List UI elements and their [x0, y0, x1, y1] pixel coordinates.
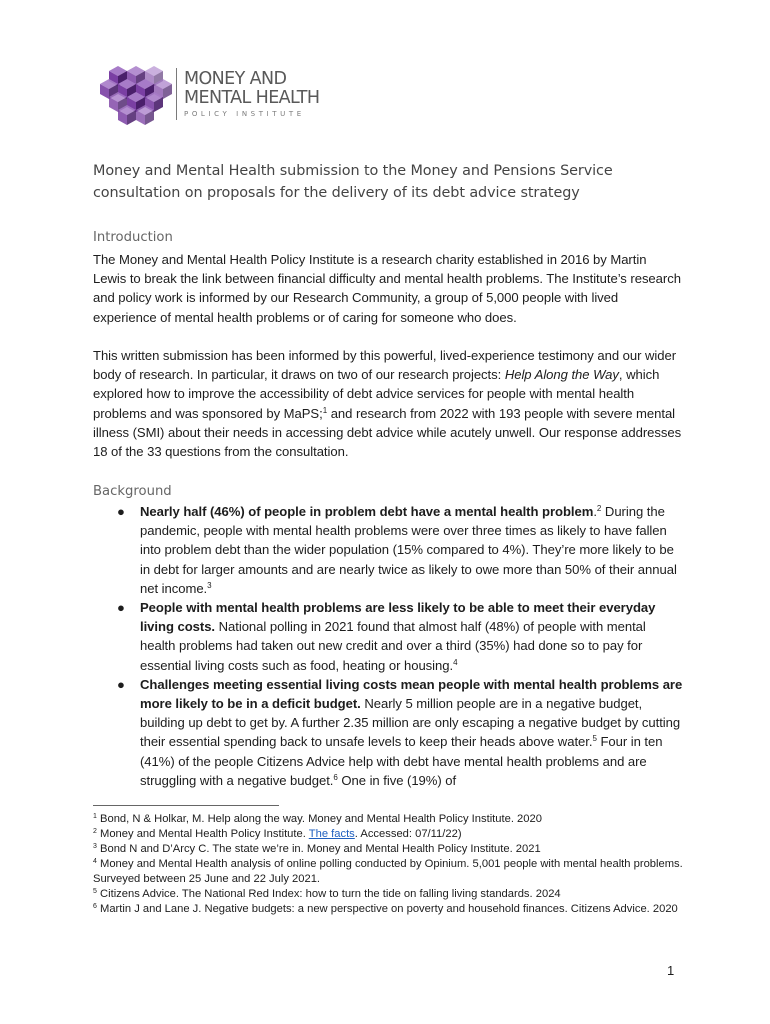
footnote-ref[interactable]: 1 [322, 405, 328, 415]
bullet-icon: ● [117, 676, 125, 692]
footnote-ref[interactable]: 4 [453, 657, 458, 667]
the-facts-link[interactable]: The facts [308, 828, 355, 840]
introduction-paragraph-1: The Money and Mental Health Policy Institute is a research charity established in 2016 by Martin Lewis to break the link between financial difficulty and mental health problems. The Institute’s research and policy work is informed by our Research Community, a group of 5,000 people with lived experience of mental health problems or of caring for someone who does. [93, 252, 681, 325]
footnote-2: $^2$ Money and Mental Health Policy Institute. The facts. Accessed: 07/11/22) [93, 828, 462, 840]
document-title: Money and Mental Health submission to the Money and Pensions Service consultation on proposals for the delivery of its debt advice strategy [93, 163, 613, 201]
list-item: ● Nearly half (46%) of people in problem debt have a mental health problem.$^2$ During the pandemic, people with mental health problems were over three times as likely to have fallen into problem debt than the wider population (15% compared to 4%). They’re more likely to be in debt for larger amounts and are nearly twice as likely to owe more than 50% of their annual net income.$^3$ [117, 504, 677, 596]
list-item: ● Challenges meeting essential living costs mean people with mental health problems are more likely to be in a deficit budget. Nearly 5 million people are in a negative budget, building up debt to get by. A further 2.35 million are only escaping a negative budget by cutting their essential spending back to unsafe levels to keep their heads above water.$^5$ Four in ten (41%) of the people Citizens Advice help with debt have mental health problems and are struggling with a negative budget.$^6$ One in five (19%) of [117, 676, 683, 788]
footnote-ref[interactable]: 2 [596, 504, 602, 513]
footnote-4: $^4$ Money and Mental Health analysis of online polling conducted by Opinium. 5,001 people with mental health problems. Surveyed between 25 June and 22 July 2021. [93, 858, 683, 885]
bullet-icon: ● [117, 600, 125, 616]
footnote-ref[interactable]: 3 [207, 580, 212, 590]
introduction-heading: Introduction [93, 230, 173, 245]
logo-wordmark [184, 70, 319, 118]
footnote-ref[interactable]: 6 [333, 772, 338, 782]
background-heading: Background [93, 484, 172, 499]
cube-logo-icon [100, 62, 172, 130]
logo [100, 62, 340, 132]
bullet-icon: ● [117, 504, 125, 519]
footnote-1: $^1$ Bond, N & Holkar, M. Help along the way. Money and Mental Health Policy Institute. 2020 [93, 813, 542, 825]
logo-divider [176, 68, 177, 120]
footnote-separator [93, 805, 279, 806]
logo-line-2: MENTAL HEALTH [184, 88, 320, 108]
introduction-paragraph-2: This written submission has been informed by this powerful, lived-experience testimony and our wider body of research. In particular, it draws on two of our research projects: Help Along the Way, which explored how to improve the accessibility of debt advice services for people with mental health problems and was sponsored by MaPS;$^1$ and research from 2022 with 193 people with severe mental illness (SMI) about their needs in accessing debt advice while acutely unwell. Our response addresses 18 of the 33 questions from the consultation. [93, 348, 682, 460]
logo-subtitle: POLICY INSTITUTE [184, 110, 305, 118]
page-number: 1 [667, 963, 675, 978]
footnote-5: $^5$ Citizens Advice. The National Red Index: how to turn the tide on falling living standards. 2024 [93, 888, 561, 900]
list-item: ● People with mental health problems are less likely to be able to meet their everyday living costs. National polling in 2021 found that almost half (48%) of people with mental health problems had taken out new credit and over a third (35%) had done so to pay for essential living costs such as food, heating or housing.$^4$ [117, 600, 656, 673]
footnote-ref[interactable]: 5 [592, 734, 597, 744]
footnote-6: $^6$ Martin J and Lane J. Negative budgets: a new perspective on poverty and household finances. Citizens Advice. 2020 [93, 903, 678, 915]
footnote-3: $^3$ Bond N and D’Arcy C. The state we’re in. Money and Mental Health Policy Institute. 2021 [93, 843, 541, 855]
background-list [93, 502, 683, 790]
footnotes [93, 812, 683, 917]
logo-line-1: MONEY AND [184, 69, 287, 89]
project-title-italic: Help Along the Way [504, 367, 619, 383]
